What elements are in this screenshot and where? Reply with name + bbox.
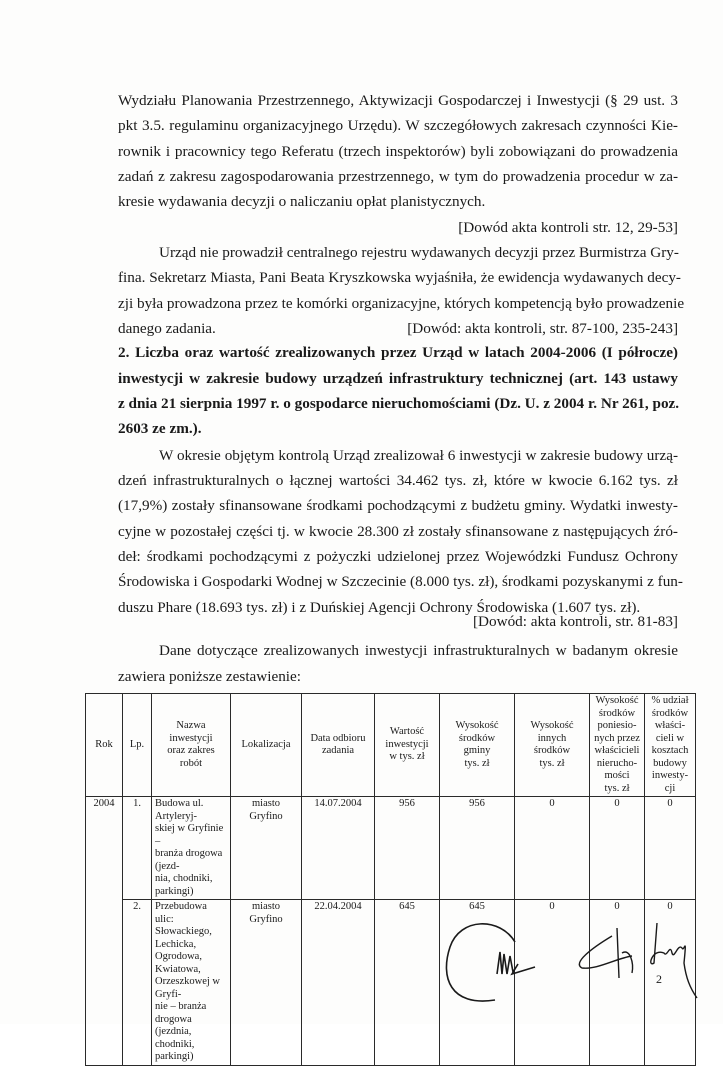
text-line: rownik i pracownicy tego Referatu (trzech inspektorów) byli zobowiązani do prowadzenia — [118, 142, 678, 160]
cell-lp: 2. — [123, 900, 152, 1066]
header-text: tys. zł — [464, 757, 490, 769]
header-text: środków — [458, 732, 496, 744]
text-line: Środowiska i Gospodarki Wodnej w Szczecinie (8.000 tys. zł), środkami pozyskanymi z fun- — [118, 573, 683, 591]
cell-wartosc: 645 — [375, 900, 440, 1066]
cell-text: nie – branża drogowa — [155, 1001, 207, 1025]
text-line: zadań z zakresu zagospodarowania przestrzennego, w tym do prowadzenia procedur w za- — [118, 168, 678, 186]
header-text: zadania — [321, 745, 355, 756]
evidence-reference: [Dowód: akta kontroli, str. 81-83] — [472, 613, 678, 630]
cell-text: skiej w Gryfinie – — [155, 823, 224, 847]
text-line: Urząd nie prowadził centralnego rejestru wydawanych decyzji przez Burmistrza Gry- — [159, 244, 679, 262]
header-text: mości — [604, 770, 630, 781]
text-line: dzeń infrastrukturalnych o łącznej wartości 34.462 tys. zł, które w kwocie 6.162 tys. zł — [118, 472, 678, 490]
text-line: Wydziału Planowania Przestrzennego, Aktywizacji Gospodarczej i Inwestycji (§ 29 ust. 3 — [118, 92, 678, 109]
evidence-reference: [Dowód akta kontroli str. 12, 29-53] — [458, 218, 678, 236]
text-line: W okresie objętym kontrolą Urząd zrealizował 6 inwestycji w zakresie budowy urzą- — [159, 446, 678, 464]
header-text: budowy — [653, 757, 687, 769]
text-line: zji była prowadzona przez te komórki organizacyjne, których kompetencją było prowadzenie — [118, 294, 685, 312]
text-line: cyjne w pozostałej części tj. w kwocie 28.300 zł zostały sfinansowane z następujących źró- — [118, 522, 678, 540]
header-text: cieli w — [655, 732, 685, 744]
header-udzial — [645, 694, 696, 797]
header-text: tys. zł — [539, 757, 565, 769]
cell-nazwa — [152, 797, 231, 900]
section-heading-line: z dnia 21 sierpnia 1997 r. o gospodarce nieruchomościami (Dz. U. z 2004 r. Nr 261, poz. — [118, 395, 680, 413]
cell-lokalizacja — [231, 797, 302, 900]
table-row — [86, 797, 696, 900]
cell-lokalizacja — [231, 900, 302, 1066]
text-line: (17,9%) zostały sfinansowane środkami pochodzącymi z budżetu gminy. Wydatki inwesty- — [118, 497, 678, 515]
header-text: tys. zł — [604, 782, 630, 794]
header-wlascicieli — [590, 694, 645, 797]
header-text: innych — [537, 732, 567, 744]
header-innych — [515, 694, 590, 797]
cell-text: Ogrodowa, Kwiatowa, — [155, 951, 202, 975]
section-heading-line: inwestycji w zakresie budowy urządzeń infrastruktury technicznej (art. 143 ustawy — [118, 369, 678, 387]
cell-wartosc: 956 — [375, 797, 440, 900]
text-fragment: danego zadania. — [118, 320, 216, 338]
cell-text: Przebudowa ulic: — [155, 901, 207, 925]
header-text: kosztach — [651, 745, 689, 756]
header-text: inwesty- — [651, 770, 689, 781]
text-line: deł: środkami pochodzącymi z pożyczki udzielonej przez Wojewódzki Fundusz Ochrony — [118, 548, 678, 566]
cell-nazwa — [152, 900, 231, 1066]
header-text: właści- — [654, 720, 686, 731]
signature-icon — [572, 918, 712, 1008]
header-text: gminy — [463, 745, 491, 756]
cell-rok: 2004 — [86, 797, 123, 1066]
text-line: kresie wydawania decyzji o naliczaniu opłat planistycznych. — [118, 193, 486, 211]
cell-text: Budowa ul. Artyleryj- — [155, 798, 204, 822]
header-rok: Rok — [86, 694, 123, 797]
cell-udzial: 0 — [645, 797, 696, 900]
cell-lp: 1. — [123, 797, 152, 900]
cell-text: Słowackiego, Lechicka, — [155, 926, 212, 950]
cell-gminy: 956 — [440, 797, 515, 900]
cell-text: miasto — [252, 901, 280, 912]
text-line: fina. Sekretarz Miasta, Pani Beata Kryszkowska wyjaśniła, że ewidencja wydawanych decy- — [118, 269, 681, 287]
text-line: Dane dotyczące zrealizowanych inwestycji infrastrukturalnych w badanym okresie — [159, 642, 678, 659]
header-gminy — [440, 694, 515, 797]
header-text: właścicieli — [594, 745, 640, 756]
header-text: Data odbioru — [310, 732, 366, 744]
text-line: duszu Phare (18.693 tys. zł) i z Duńskiej Agencji Ochrony Środowiska (1.607 tys. zł). — [118, 598, 641, 616]
cell-text: branża drogowa (jezd- — [155, 848, 223, 872]
header-text: poniesio- — [597, 720, 637, 731]
cell-text: parkingi) — [155, 1051, 194, 1062]
cell-wlascicieli: 0 — [590, 797, 645, 900]
table-header-row — [86, 694, 696, 797]
header-text: środków — [533, 745, 571, 756]
header-text: środków — [598, 707, 636, 719]
header-text: oraz zakres robót — [167, 745, 215, 769]
header-lp: Lp. — [123, 694, 152, 797]
header-text: Wysokość — [595, 695, 639, 706]
header-text: Wysokość — [530, 720, 574, 731]
cell-text: (jezdnia, chodniki, — [155, 1026, 195, 1050]
cell-text: Orzeszkowej w Gryfi- — [155, 976, 221, 1000]
header-text: Nazwa inwestycji — [169, 720, 213, 744]
header-lokalizacja: Lokalizacja — [231, 694, 302, 797]
section-heading-line: 2603 ze zm.). — [118, 419, 202, 437]
header-text: nych przez — [594, 732, 640, 744]
cell-gminy: 645 — [440, 900, 515, 1066]
cell-innych: 0 — [515, 797, 590, 900]
cell-data: 22.04.2004 — [302, 900, 375, 1066]
section-heading-line: 2. Liczba oraz wartość zrealizowanych przez Urząd w latach 2004-2006 (I półrocze) — [118, 344, 678, 362]
header-text: % udział — [651, 695, 689, 706]
header-text: Wartość — [389, 726, 425, 738]
cell-innych: 0 — [515, 900, 590, 1066]
cell-wlascicieli: 0 — [590, 900, 645, 1066]
cell-text: miasto — [252, 798, 280, 809]
header-text: Wysokość — [455, 720, 499, 731]
evidence-reference: [Dowód: akta kontroli, str. 87-100, 235-243] — [407, 320, 678, 338]
header-text: w tys. zł — [389, 751, 425, 763]
cell-text: nia, chodniki, parkingi) — [155, 873, 213, 897]
cell-text: Gryfino — [249, 810, 283, 822]
header-text: inwestycji — [385, 738, 429, 750]
header-wartosc — [375, 694, 440, 797]
page-number: 2 — [656, 972, 662, 986]
text-line: pkt 3.5. regulaminu organizacyjnego Urzędu). W szczegółowych zakresach czynności Kie- — [118, 117, 678, 135]
header-text: cji — [664, 782, 676, 794]
cell-udzial: 0 — [645, 900, 696, 1066]
header-text: środków — [651, 707, 689, 719]
signature-stamp-icon — [440, 912, 580, 1012]
header-data — [302, 694, 375, 797]
cell-text: Gryfino — [249, 913, 283, 925]
investments-table — [85, 693, 696, 1066]
header-nazwa — [152, 694, 231, 797]
header-text: nierucho- — [596, 757, 638, 769]
cell-data: 14.07.2004 — [302, 797, 375, 900]
text-line: zawiera poniższe zestawienie: — [118, 668, 301, 685]
